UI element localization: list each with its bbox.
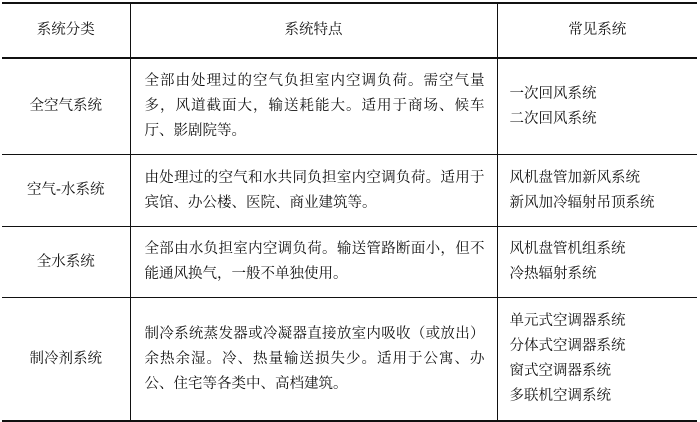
table-row [2,155,697,227]
table-header [2,3,697,58]
system-item: 窗式空调器系统 [509,363,611,379]
features-cell: 全部由水负担室内空调负荷。输送管路断面小，但不能通风换气，一般不单独使用。 [130,227,497,298]
hvac-system-table [2,2,697,422]
systems-cell [497,155,697,227]
header-category: 系统分类 [2,3,130,58]
system-item: 冷热辐射系统 [509,266,597,282]
system-item: 二次回风系统 [509,110,597,127]
category-cell: 制冷剂系统 [2,298,130,422]
table-row [2,227,697,298]
system-item: 一次回风系统 [509,85,597,102]
table-row [2,58,697,155]
category-cell: 全空气系统 [2,58,130,155]
table-row [2,298,697,422]
systems-cell [497,58,697,155]
systems-cell [497,227,697,298]
system-item: 风机盘管机组系统 [509,241,626,257]
header-features: 系统特点 [130,3,497,58]
system-item: 风机盘管加新风系统 [509,169,640,186]
system-item: 单元式空调器系统 [509,313,626,329]
header-systems: 常见系统 [497,3,697,58]
features-cell: 由处理过的空气和水共同负担室内空调负荷。适用于宾馆、办公楼、医院、商业建筑等。 [130,155,497,227]
system-item: 多联机空调系统 [509,388,611,404]
features-cell: 制冷系统蒸发器或冷凝器直接放室内吸收（或放出）余热余湿。冷、热量输送损失少。适用于公寓、办公、住宅等各类中、高档建筑。 [130,298,497,422]
category-cell: 全水系统 [2,227,130,298]
category-cell: 空气-水系统 [2,155,130,227]
system-item: 新风加冷辐射吊顶系统 [509,194,655,211]
features-cell: 全部由处理过的空气负担室内空调负荷。需空气量多，风道截面大，输送耗能大。适用于商场、候车厅、影剧院等。 [130,58,497,155]
systems-cell [497,298,697,422]
header-row [2,3,697,58]
system-item: 分体式空调器系统 [509,338,626,354]
table-body [2,58,697,421]
